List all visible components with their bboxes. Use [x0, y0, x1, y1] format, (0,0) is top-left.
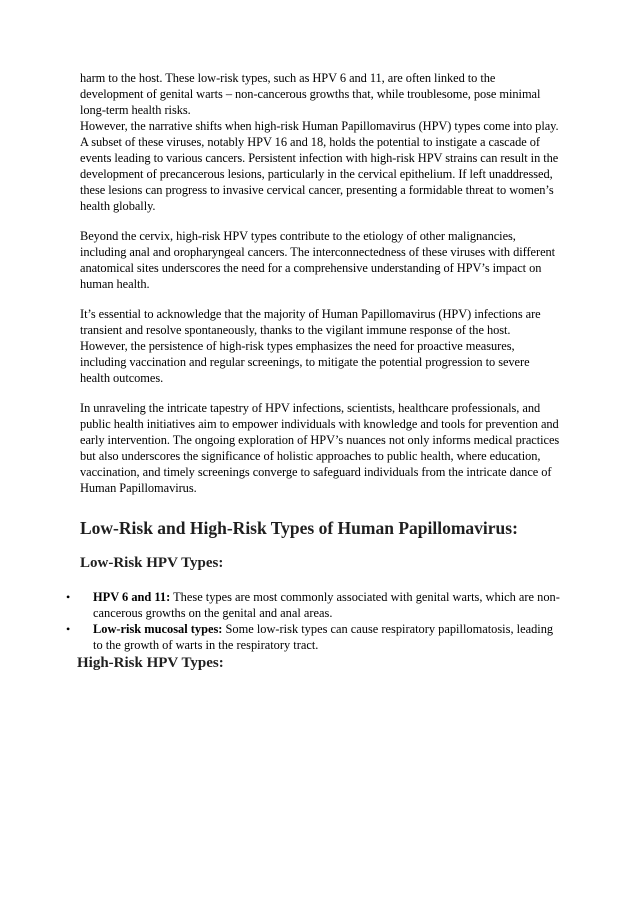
subheading-high-risk: High-Risk HPV Types:: [77, 655, 224, 671]
subheading-low-risk: Low-Risk HPV Types:: [80, 555, 224, 571]
list-item-term: Low-risk mucosal types:: [93, 622, 223, 636]
paragraph-low-risk-intro: harm to the host. These low-risk types, such as HPV 6 and 11, are often linked to the development of genital warts – non-cancerous growths that, while troublesome, pose minimal long-term health risks.: [80, 71, 541, 117]
paragraph-beyond-cervix: Beyond the cervix, high-risk HPV types contribute to the etiology of other malignancies, including anal and oropharyngeal cancers. The interconnectedness of these viruses with different anatomical sites underscores the need for a comprehensive understanding of HPV’s impact on human health.: [80, 229, 556, 291]
paragraph-high-risk-shift: However, the narrative shifts when high-risk Human Papillomavirus (HPV) types come into play. A subset of these viruses, notably HPV 16 and 18, holds the potential to instigate a cascade of events leading to various cancers. Persistent infection with high-risk HPV strains can result in the development of precancerous lesions, particularly in the cervical epithelium. If left unaddressed, these lesions can progress to invasive cervical cancer, presenting a formidable threat to women’s health globally.: [80, 119, 559, 213]
section-heading-hpv-types: Low-Risk and High-Risk Types of Human Papillomavirus:: [80, 518, 518, 538]
bullet-icon: •: [66, 590, 71, 604]
list-item-text: These types are most commonly associated with genital warts, which are non-cancerous growths on the genital and anal areas.: [93, 590, 560, 620]
list-item-text: Some low-risk types can cause respiratory papillomatosis, leading to the growth of warts in the respiratory tract.: [93, 622, 554, 652]
list-item: [66, 589, 560, 621]
paragraph-transient-infections: It’s essential to acknowledge that the majority of Human Papillomavirus (HPV) infections are transient and resolve spontaneously, thanks to the vigilant immune response of the host. However, the persistence of high-risk types emphasizes the need for proactive measures, including vaccination and regular screenings, to mitigate the potential progression to severe health outcomes.: [80, 307, 541, 385]
bullet-icon: •: [66, 622, 71, 636]
list-item: [66, 621, 560, 653]
paragraph-unraveling: In unraveling the intricate tapestry of HPV infections, scientists, healthcare professionals, and public health initiatives aim to empower individuals with knowledge and tools for prevention and early intervention. The ongoing exploration of HPV’s nuances not only informs medical practices but also underscores the significance of holistic approaches to public health, where education, vaccination, and timely screenings converge to safeguard individuals from the intricate dance of Human Papillomavirus.: [80, 401, 560, 495]
list-item-term: HPV 6 and 11:: [93, 590, 171, 604]
low-risk-list: [66, 589, 560, 653]
